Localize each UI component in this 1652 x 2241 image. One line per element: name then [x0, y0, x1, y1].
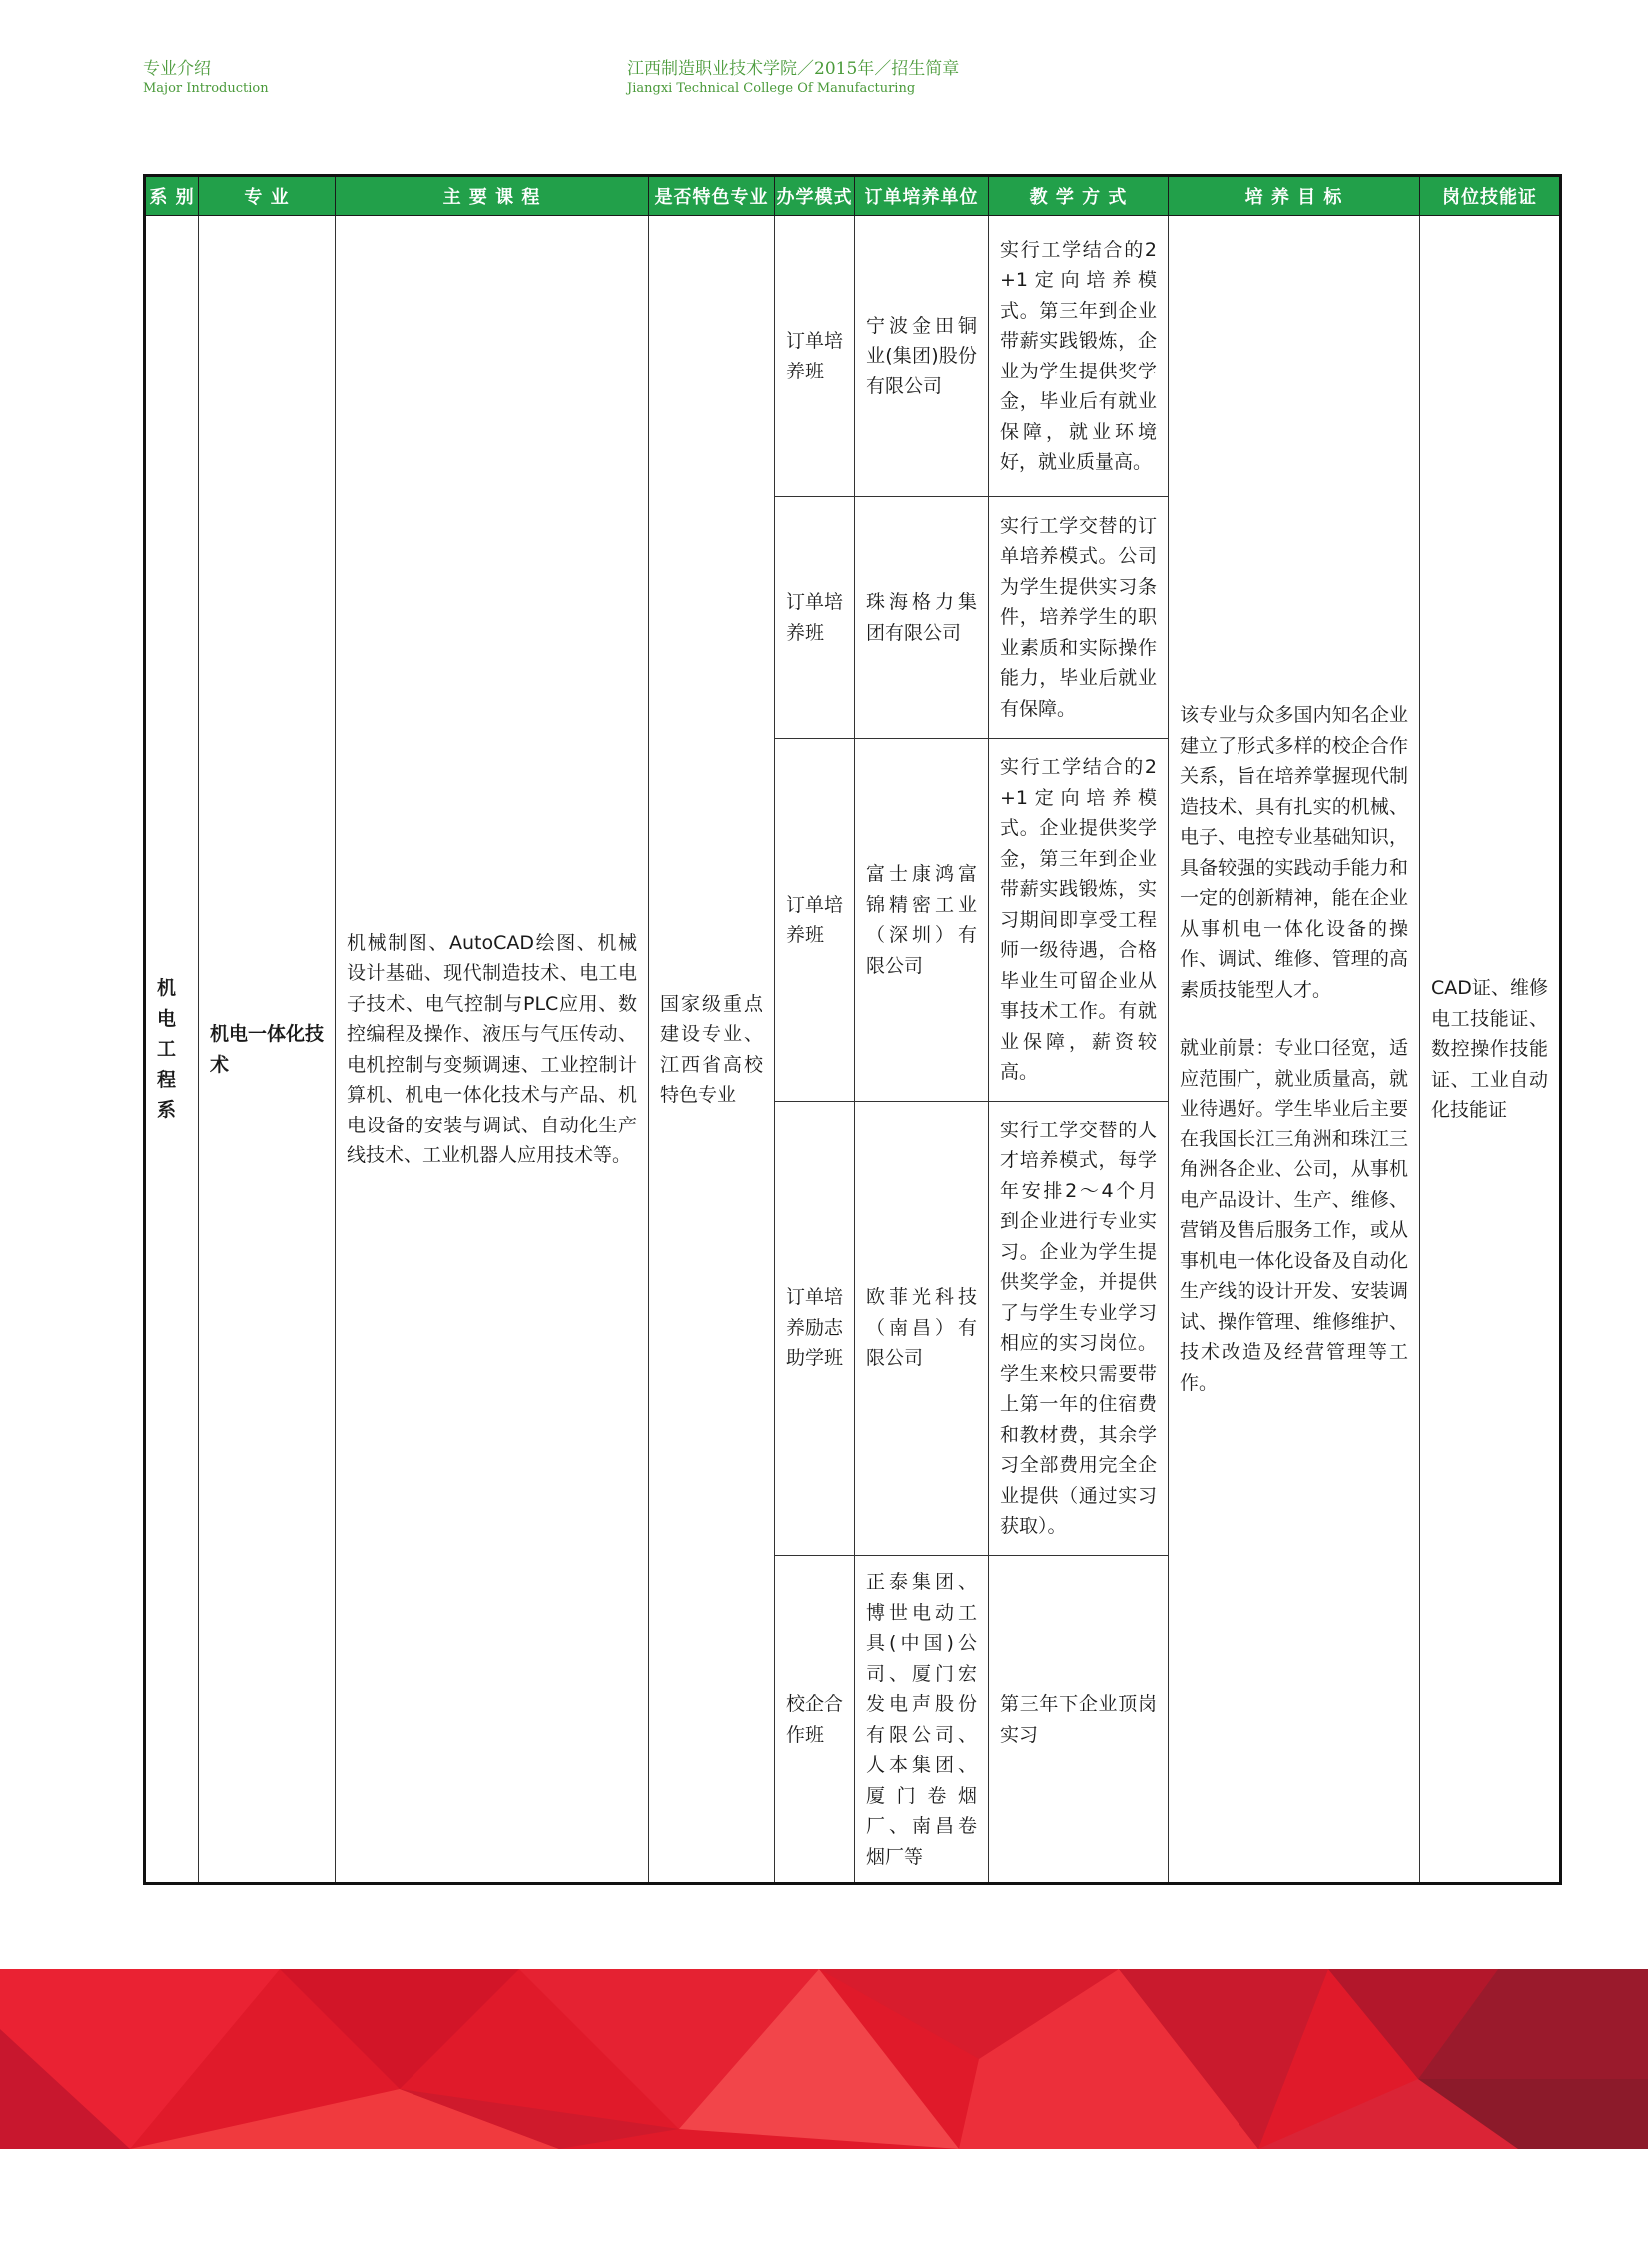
partner-cell: 富士康鸿富锦精密工业（深圳）有限公司: [855, 739, 989, 1102]
featured-cell: 国家级重点建设专业、江西省高校特色专业: [649, 216, 775, 1884]
header-left: [143, 58, 269, 98]
polygon-banner-graphic: [0, 1969, 1648, 2149]
section-title-en: Major Introduction: [143, 81, 269, 96]
department-cell: 机电工程系: [145, 216, 199, 1884]
mode-cell: 订单培养班: [775, 497, 855, 739]
college-title: 江西制造职业技术学院／2015年／招生简章: [627, 59, 960, 79]
teaching-cell: 实行工学交替的人才培养模式，每学年安排2～4个月到企业进行专业实习。企业为学生提供奖学金，并提供了与学生专业学习相应的实习岗位。学生来校只需要带上第一年的住宿费和教材费，其余学习全部费用完全企业提供（通过实习获取）。: [989, 1102, 1169, 1556]
partner-cell: 宁波金田铜业(集团)股份有限公司: [855, 216, 989, 497]
major-cell: 机电一体化技术: [199, 216, 336, 1884]
col-header-certificate: 岗位技能证: [1420, 176, 1561, 216]
mode-cell: 订单培养班: [775, 216, 855, 497]
partner-cell: 正泰集团、博世电动工具(中国)公司、厦门宏发电声股份有限公司、人本集团、厦门卷烟厂、南昌卷烟厂等: [855, 1556, 989, 1884]
mode-cell: 校企合作班: [775, 1556, 855, 1884]
college-title-en: Jiangxi Technical College Of Manufacturing: [627, 81, 916, 96]
section-title: 专业介绍: [143, 59, 211, 79]
col-header-courses: 主 要 课 程: [336, 176, 649, 216]
col-header-mode: 办学模式: [775, 176, 855, 216]
teaching-cell: 第三年下企业顶岗实习: [989, 1556, 1169, 1884]
partner-cell: 珠海格力集团有限公司: [855, 497, 989, 739]
goal-paragraph: 该专业与众多国内知名企业建立了形式多样的校企合作关系，旨在培养掌握现代制造技术、具有扎实的机械、电子、电控专业基础知识，具备较强的实践动手能力和一定的创新精神，能在企业从事机电一体化设备的操作、调试、维修、管理的高素质技能型人才。: [1180, 704, 1408, 1001]
teaching-cell: 实行工学结合的2+1定向培养模式。第三年到企业带薪实践锻炼，企业为学生提供奖学金，毕业后有就业保障，就业环境好，就业质量高。: [989, 216, 1169, 497]
major-table: [143, 174, 1562, 1885]
col-header-featured: 是否特色专业: [649, 176, 775, 216]
goal-cell: [1169, 216, 1420, 1884]
table-row: [145, 216, 1561, 497]
col-header-partner: 订单培养单位: [855, 176, 989, 216]
teaching-cell: 实行工学交替的订单培养模式。公司为学生提供实习条件，培养学生的职业素质和实际操作能力，毕业后就业有保障。: [989, 497, 1169, 739]
col-header-goal: 培 养 目 标: [1169, 176, 1420, 216]
teaching-cell: 实行工学结合的2+1定向培养模式。企业提供奖学金，第三年到企业带薪实践锻炼，实习期间即享受工程师一级待遇，合格毕业生可留企业从事技术工作。有就业保障，薪资较高。: [989, 739, 1169, 1102]
header-right: [627, 58, 959, 98]
mode-cell: 订单培养励志助学班: [775, 1102, 855, 1556]
table-header-row: [145, 176, 1561, 216]
mode-cell: 订单培养班: [775, 739, 855, 1102]
col-header-teaching: 教 学 方 式: [989, 176, 1169, 216]
footer-banner: [0, 1969, 1648, 2149]
courses-cell: 机械制图、AutoCAD绘图、机械设计基础、现代制造技术、电工电子技术、电气控制与PLC应用、数控编程及操作、液压与气压传动、电机控制与变频调速、工业控制计算机、机电一体化技术与产品、机电设备的安装与调试、自动化生产线技术、工业机器人应用技术等。: [336, 216, 649, 1884]
col-header-department: 系 别: [145, 176, 199, 216]
partner-cell: 欧菲光科技（南昌）有限公司: [855, 1102, 989, 1556]
certificate-cell: CAD证、维修电工技能证、数控操作技能证、工业自动化技能证: [1420, 216, 1561, 1884]
col-header-major: 专 业: [199, 176, 336, 216]
job-prospect-paragraph: 就业前景：专业口径宽，适应范围广，就业质量高，就业待遇好。学生毕业后主要在我国长江三角洲和珠江三角洲各企业、公司，从事机电产品设计、生产、维修、营销及售后服务工作，或从事机电一体化设备及自动化生产线的设计开发、安装调试、操作管理、维修维护、技术改造及经营管理等工作。: [1180, 1037, 1408, 1394]
